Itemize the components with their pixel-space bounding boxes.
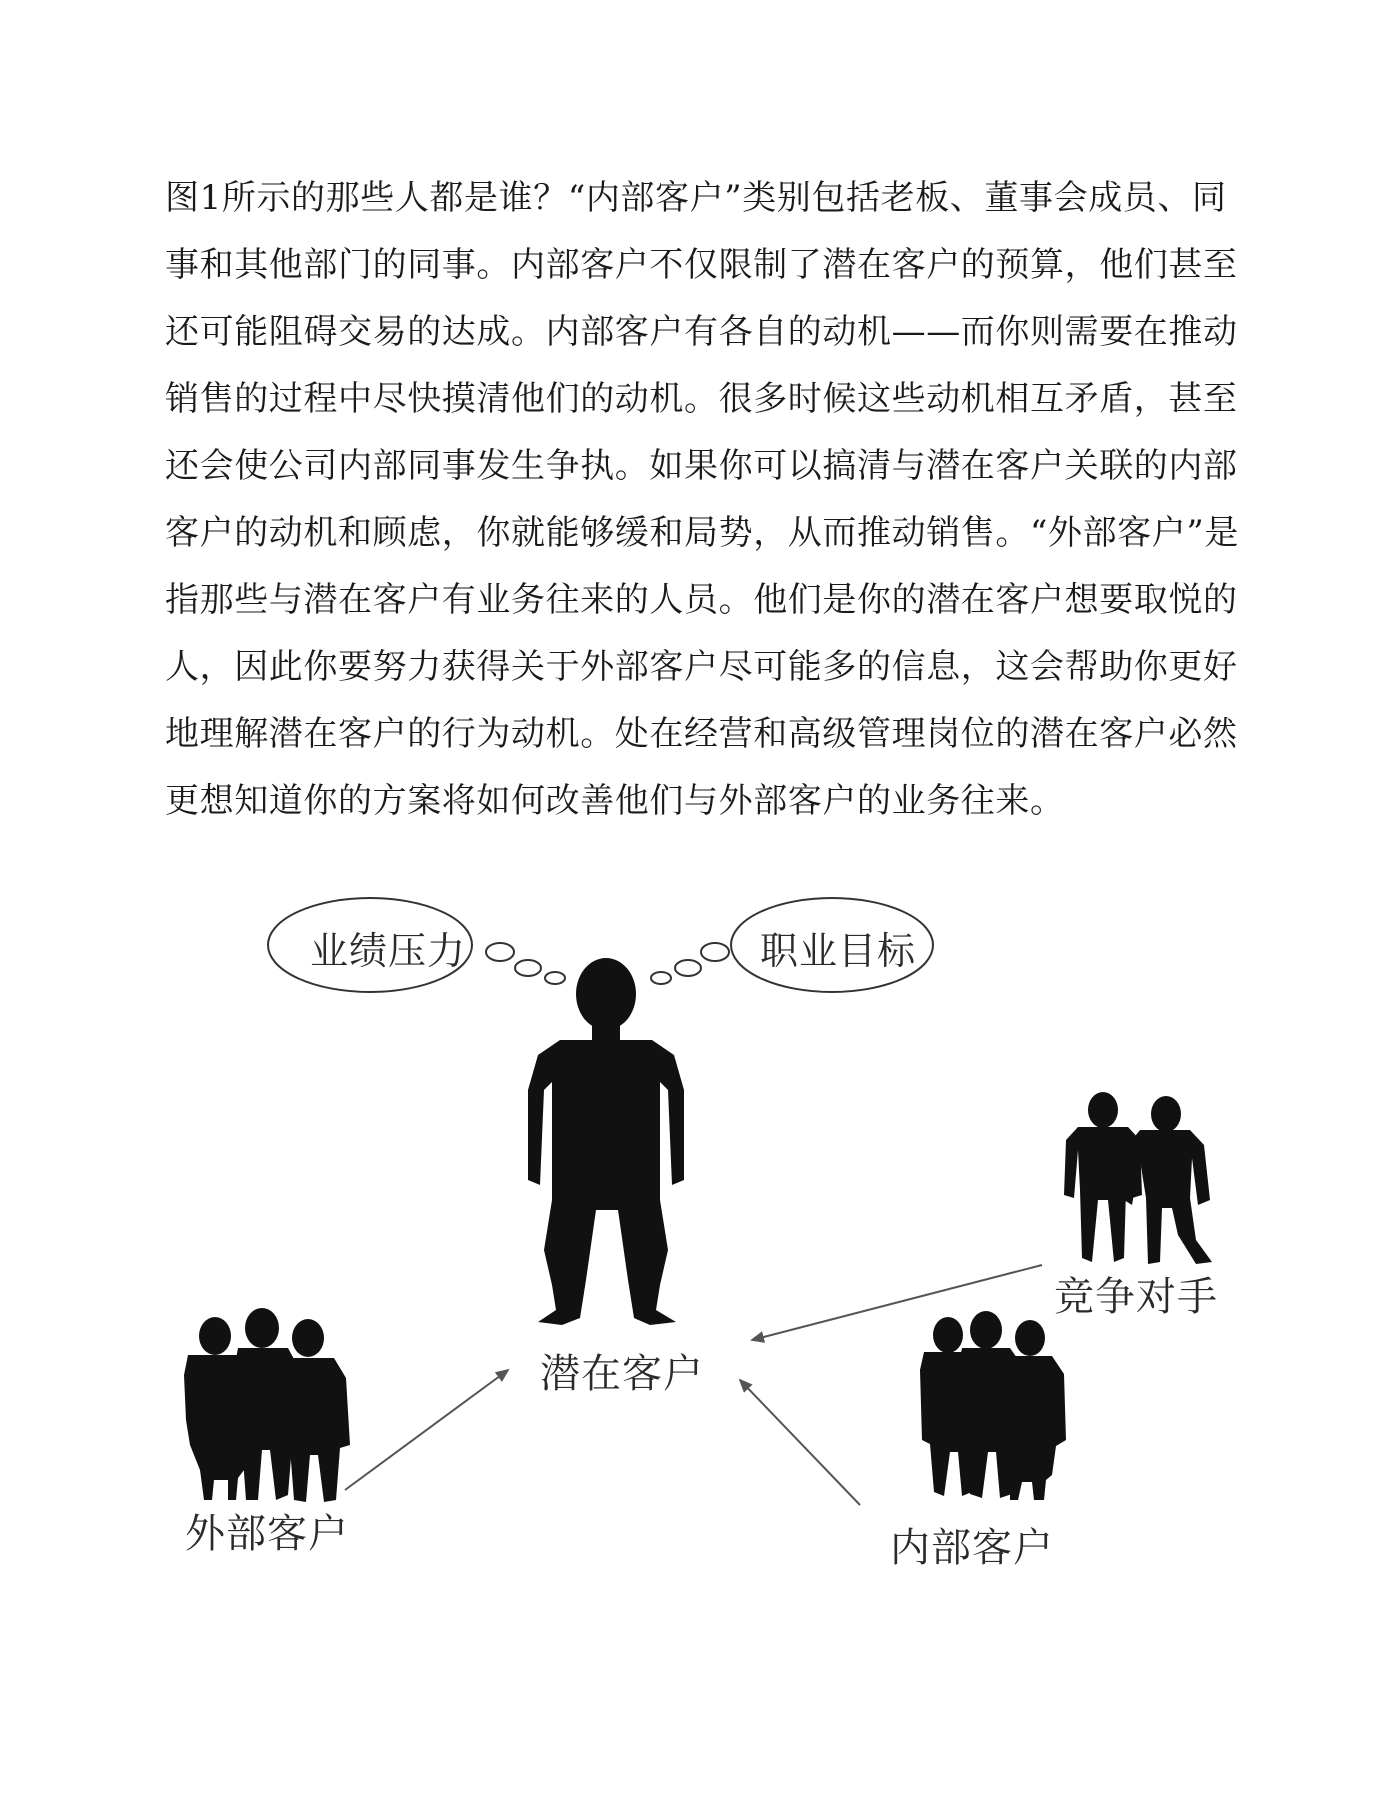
external-customers-silhouette [184, 1308, 350, 1502]
label-external-customers: 外部客户 [185, 1511, 349, 1557]
paragraph-line: 事和其他部门的同事。内部客户不仅限制了潜在客户的预算，他们甚至 [165, 245, 1238, 285]
thought-label-career-goals: 职业目标 [760, 929, 917, 973]
internal-customers-silhouette [920, 1311, 1066, 1500]
paragraph-line: 更想知道你的方案将如何改善他们与外部客户的业务往来。 [165, 781, 1065, 821]
label-competitors: 竞争对手 [1054, 1274, 1218, 1320]
competitors-silhouette [1064, 1092, 1212, 1264]
paragraph-line: 人，因此你要努力获得关于外部客户尽可能多的信息，这会帮助你更好 [165, 647, 1238, 687]
prospect-silhouette [528, 958, 684, 1325]
paragraph-line: 还可能阻碍交易的达成。内部客户有各自的动机——而你则需要在推动 [165, 312, 1238, 352]
paragraph-line: 还会使公司内部同事发生争执。如果你可以搞清与潜在客户关联的内部 [165, 446, 1238, 486]
label-internal-customers: 内部客户 [890, 1525, 1054, 1571]
arrow-external-to-prospect [345, 1370, 508, 1490]
paragraph-line: 指那些与潜在客户有业务往来的人员。他们是你的潜在客户想要取悦的 [165, 580, 1238, 620]
arrow-internal-to-prospect [740, 1380, 860, 1505]
paragraph-line: 图1所示的那些人都是谁？“内部客户”类别包括老板、董事会成员、同 [165, 178, 1227, 218]
label-prospect: 潜在客户 [540, 1351, 704, 1397]
paragraph-line: 销售的过程中尽快摸清他们的动机。很多时候这些动机相互矛盾，甚至 [165, 379, 1238, 419]
paragraph-line: 地理解潜在客户的行为动机。处在经营和高级管理岗位的潜在客户必然 [165, 714, 1238, 754]
paragraph-line: 客户的动机和顾虑，你就能够缓和局势，从而推动销售。“外部客户”是 [165, 513, 1239, 553]
thought-label-performance-pressure: 业绩压力 [310, 929, 467, 973]
